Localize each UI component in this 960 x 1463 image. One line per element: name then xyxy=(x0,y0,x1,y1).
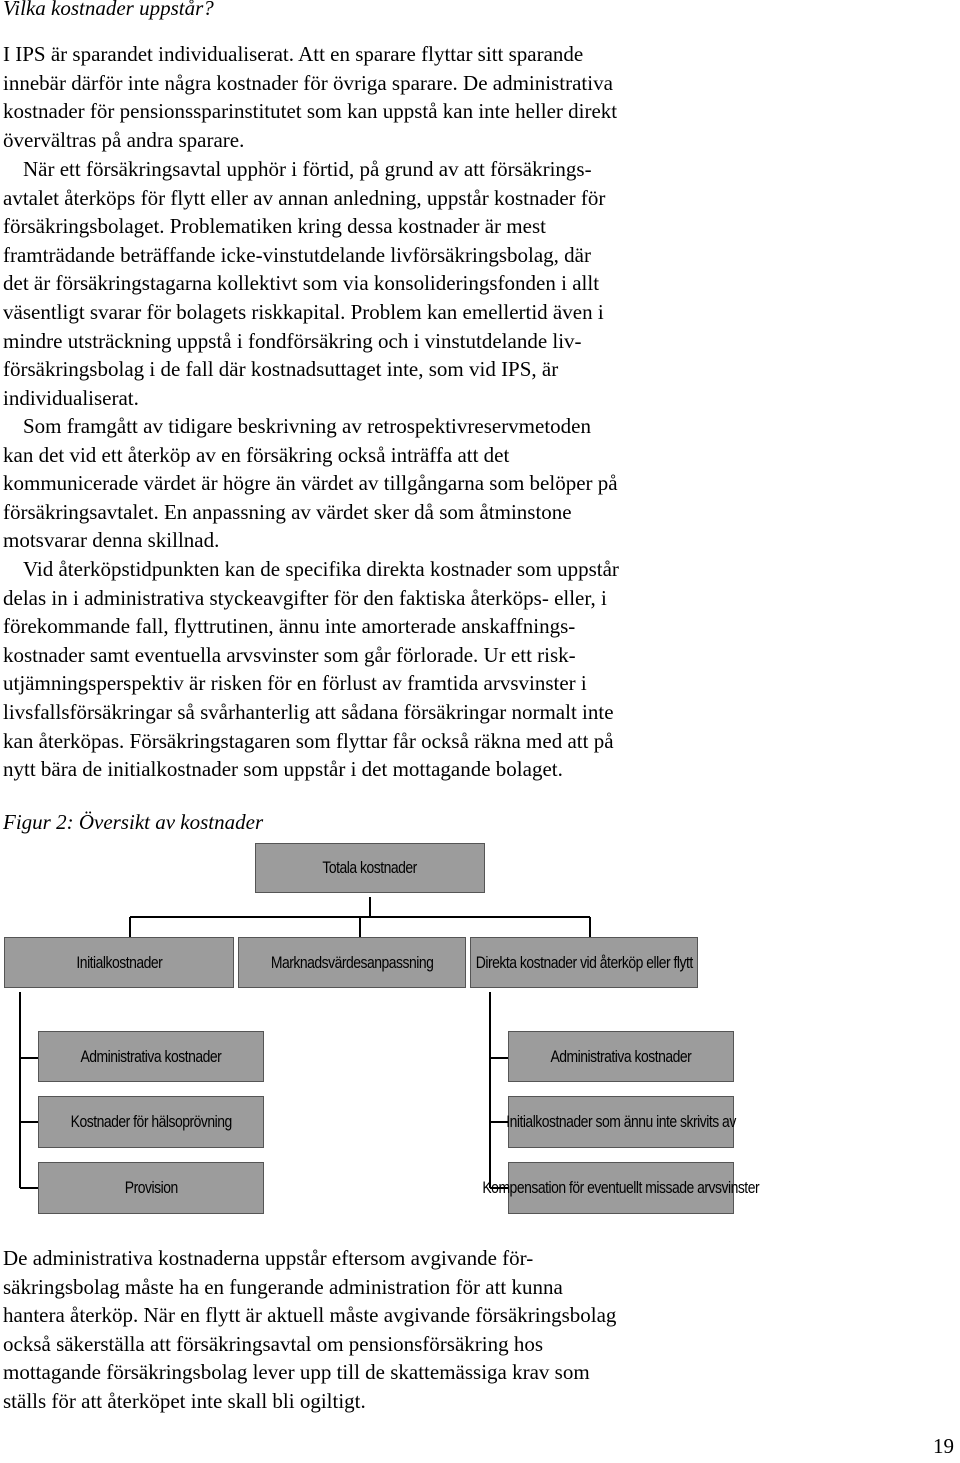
diagram-level1-label: Direkta kostnader vid återköp eller flytt xyxy=(475,952,693,972)
diagram-initialkostnader-box xyxy=(4,937,234,988)
figure-caption: Figur 2: Översikt av kostnader xyxy=(3,810,264,834)
section-heading: Vilka kostnader uppstår? xyxy=(3,0,214,20)
diagram-marknadsvarde-box xyxy=(238,937,466,988)
text-line: individualiserat. xyxy=(3,385,139,410)
text-line: livsfallsförsäkringar så svårhanterlig att sådana försäkringar normalt inte xyxy=(3,699,614,724)
text-line: motsvarar denna skillnad. xyxy=(3,528,220,553)
text-line: Vid återköpstidpunkten kan de specifika direkta kostnader som uppstår xyxy=(23,557,619,581)
diagram-direct-child-box xyxy=(508,1096,734,1148)
text-line: mindre utsträckning uppstå i fondförsäkring och i vinstutdelande liv- xyxy=(3,328,582,353)
text-line: förekommande fall, flyttrutinen, ännu inte amorterade anskaffnings- xyxy=(3,614,576,639)
diagram-level1-label: Initialkostnader xyxy=(76,952,162,972)
text-line: utjämningsperspektiv är risken för en förlust av framtida arvsvinster i xyxy=(3,671,587,696)
diagram-child-label: Administrativa kostnader xyxy=(80,1046,222,1066)
text-line: Som framgått av tidigare beskrivning av retrospektivreservmetoden xyxy=(23,414,591,438)
text-line: försäkringsbolag i de fall där kostnadsuttaget inte, som vid IPS, är xyxy=(3,357,559,382)
text-line: nytt bära de initialkostnader som uppstår i det mottagande bolaget. xyxy=(3,757,563,782)
text-line: avtalet återköps för flytt eller av annan anledning, uppstår kostnader för xyxy=(3,185,606,210)
text-line: När ett försäkringsavtal upphör i förtid, på grund av att försäkrings- xyxy=(23,157,592,181)
diagram-child-label: Provision xyxy=(124,1178,178,1197)
text-line: väsentligt svarar för bolagets riskkapital. Problem kan emellertid även i xyxy=(3,299,604,324)
text-line: försäkringsbolaget. Problematiken kring dessa kostnader är mest xyxy=(3,214,546,239)
text-line: försäkringsavtalet. En anpassning av värdet sker då som åtminstone xyxy=(3,499,572,524)
text-line: det är försäkringstagarna kollektivt som via konsolideringsfonden i allt xyxy=(3,271,600,296)
diagram-child-label: Kompensation för eventuellt missade arvsvinster xyxy=(482,1178,760,1197)
diagram-level1-label: Marknadsvärdesanpassning xyxy=(270,952,434,972)
diagram-initial-child-box xyxy=(38,1031,264,1082)
page-number: 19 xyxy=(933,1434,954,1458)
text-line: kan det vid ett återköp av en försäkring också inträffa att det xyxy=(3,442,510,467)
text-line: också säkerställa att försäkringsavtal om pensionsförsäkring hos xyxy=(3,1331,544,1356)
diagram-direct-child-box xyxy=(482,1162,760,1214)
diagram-direct-child-box xyxy=(508,1031,734,1082)
diagram-child-label: Initialkostnader som ännu inte skrivits av xyxy=(506,1112,736,1131)
text-line: kommunicerade värdet är högre än värdet av tillgångarna som belöper på xyxy=(3,471,618,496)
text-line: mottagande försäkringsbolag lever upp till de skattemässiga krav som xyxy=(3,1360,590,1385)
diagram-root-box xyxy=(255,843,485,893)
text-line: säkringsbolag måste ha en fungerande administration för att kunna xyxy=(3,1274,563,1299)
text-line: framträdande beträffande icke-vinstutdelande livförsäkringsbolag, där xyxy=(3,242,591,267)
diagram-child-label: Kostnader för hälsoprövning xyxy=(70,1112,232,1131)
text-line: hantera återköp. När en flytt är aktuell måste avgivande försäkringsbolag xyxy=(3,1303,617,1328)
text-line: kan återköpas. Försäkringstagaren som flyttar får också räkna med att på xyxy=(3,728,614,753)
text-line: kostnader samt eventuella arvsvinster som går förlorade. Ur ett risk- xyxy=(3,642,576,667)
diagram-child-label: Administrativa kostnader xyxy=(550,1046,692,1066)
text-line: ställs för att återköpet inte skall bli ogiltigt. xyxy=(3,1388,366,1413)
text-line: övervältras på andra sparare. xyxy=(3,127,245,152)
text-line: De administrativa kostnaderna uppstår eftersom avgivande för- xyxy=(3,1246,534,1270)
diagram-initial-child-box xyxy=(38,1096,264,1148)
text-line: kostnader för pensionssparinstitutet som kan uppstå kan inte heller direkt xyxy=(3,99,618,124)
diagram-direkta-box xyxy=(470,937,698,988)
text-line: delas in i administrativa styckeavgifter för den faktiska återköps- eller, i xyxy=(3,585,607,610)
diagram-initial-child-box xyxy=(38,1162,264,1214)
text-line: I IPS är sparandet individualiserat. Att en sparare flyttar sitt sparande xyxy=(3,42,584,66)
paragraph-administrativa xyxy=(3,1244,733,1416)
text-line: innebär därför inte några kostnader för övriga sparare. De administrativa xyxy=(3,70,613,95)
diagram-root-label: Totala kostnader xyxy=(322,858,418,877)
